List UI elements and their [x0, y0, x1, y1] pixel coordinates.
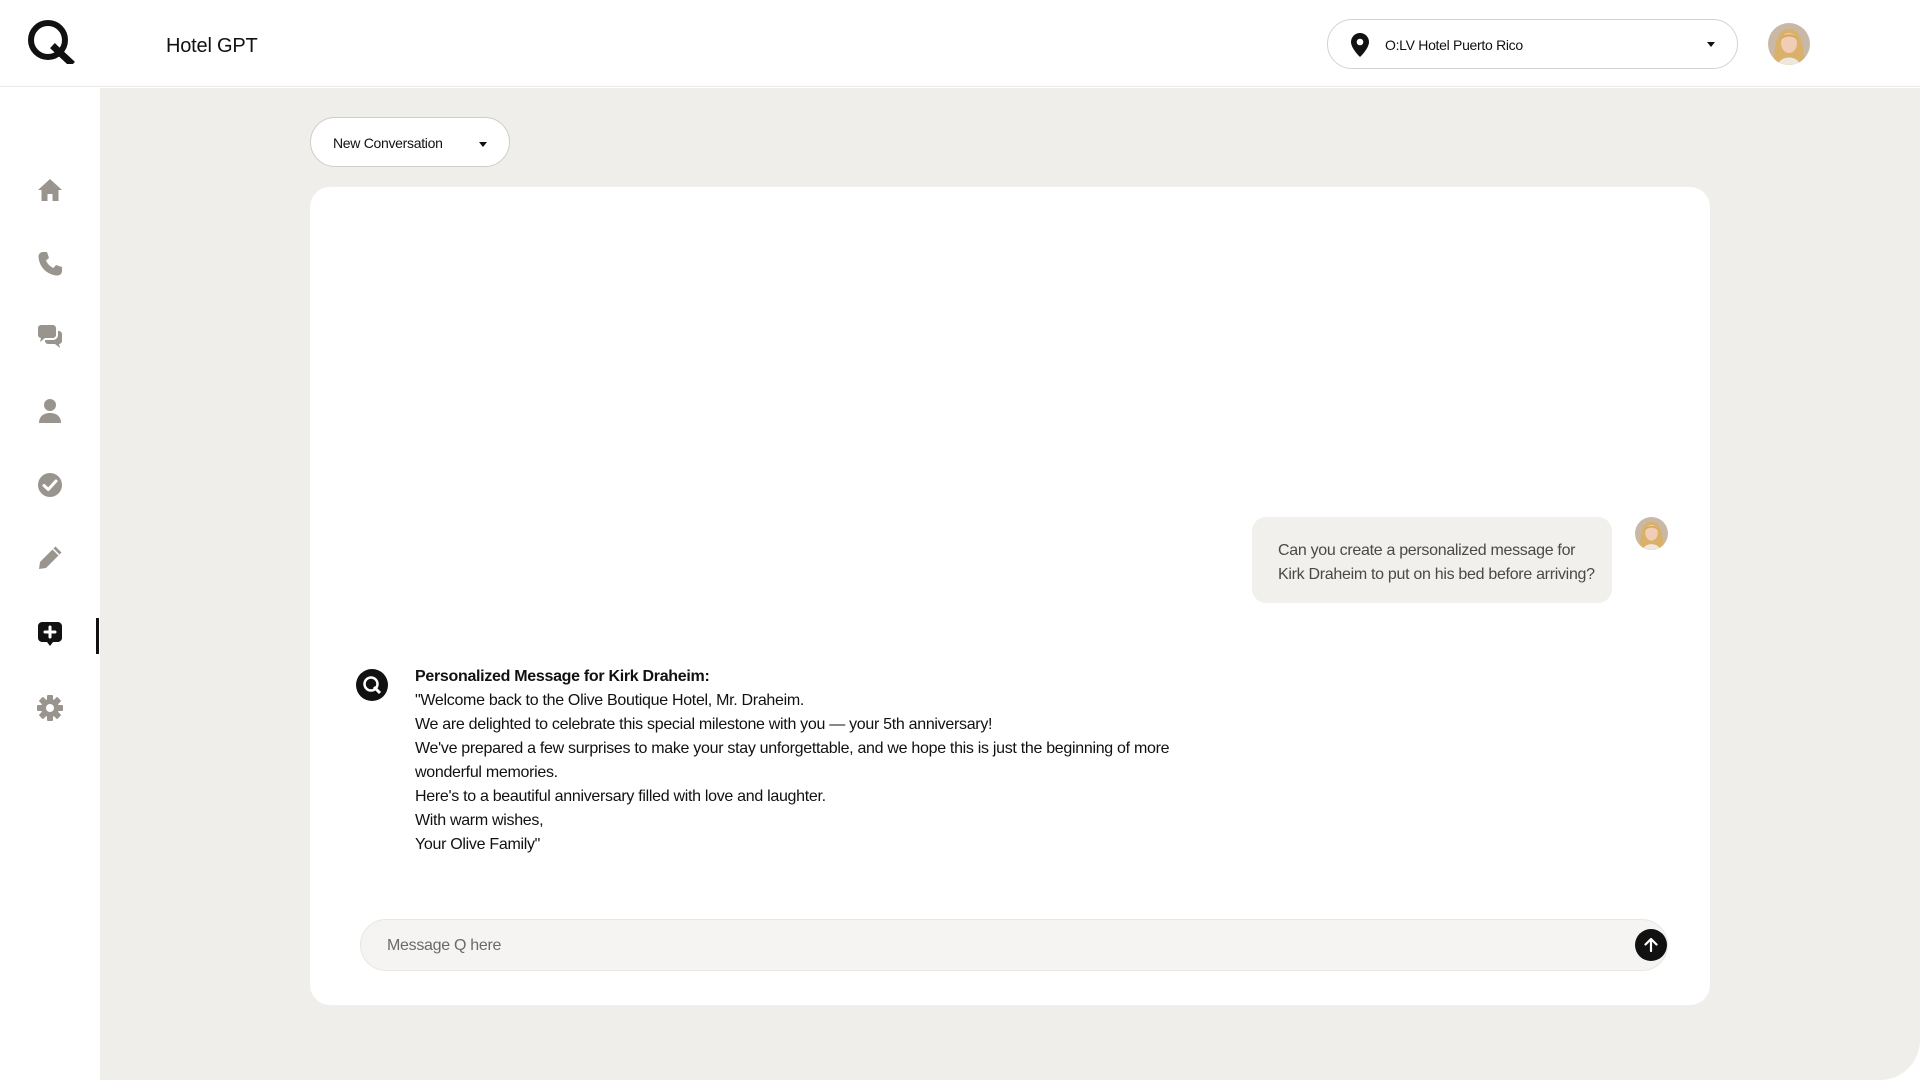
gear-icon: [36, 694, 64, 722]
app-title: Hotel GPT: [166, 35, 258, 57]
sidebar-item-messages[interactable]: [30, 317, 70, 357]
phone-icon: [36, 250, 64, 278]
send-button[interactable]: [1635, 929, 1667, 961]
chevron-down-icon: [1707, 42, 1715, 47]
hotel-selector-label: O:LV Hotel Puerto Rico: [1385, 37, 1523, 53]
conversation-selector[interactable]: [310, 117, 510, 167]
message-composer: [360, 919, 1668, 971]
bot-message-line: Here's to a beautiful anniversary filled with love and laughter.: [415, 788, 826, 805]
sidebar: [0, 88, 100, 1080]
map-pin-icon: [1351, 33, 1369, 57]
q-bot-icon: [356, 669, 388, 701]
sidebar-item-edit[interactable]: [30, 538, 70, 578]
person-icon: [36, 397, 64, 425]
chat-plus-icon: [36, 620, 64, 648]
sidebar-item-guests[interactable]: [30, 391, 70, 431]
bot-message-line: With warm wishes,: [415, 812, 544, 829]
chat-bubbles-icon: [36, 323, 64, 351]
chat-panel: [310, 187, 1710, 1005]
message-input[interactable]: [387, 934, 1587, 958]
chevron-down-icon: [479, 142, 487, 147]
sidebar-item-hotel-gpt[interactable]: [30, 614, 70, 654]
sidebar-item-calls[interactable]: [30, 244, 70, 284]
bot-message-line: Your Olive Family": [415, 836, 541, 853]
main-area: [100, 88, 1920, 1080]
bot-message-title: Personalized Message for Kirk Draheim:: [415, 668, 710, 685]
home-icon: [36, 176, 64, 204]
conversation-selector-label: New Conversation: [333, 135, 443, 151]
sidebar-item-tasks[interactable]: [30, 465, 70, 505]
top-header: [0, 0, 1920, 87]
check-circle-icon: [36, 471, 64, 499]
sidebar-item-home[interactable]: [30, 170, 70, 210]
sidebar-item-settings[interactable]: [30, 688, 70, 728]
user-message-avatar: [1635, 517, 1668, 550]
bot-message-line: "Welcome back to the Olive Boutique Hotel, Mr. Draheim.: [415, 692, 805, 709]
arrow-up-icon: [1642, 936, 1660, 954]
bot-message: [415, 665, 1215, 857]
active-indicator: [96, 618, 99, 654]
bot-message-line: We are delighted to celebrate this special milestone with you — your 5th anniversary!: [415, 716, 993, 733]
user-message: Can you create a personalized message for Kirk Draheim to put on his bed before arriving?: [1252, 517, 1612, 603]
bot-message-line: We've prepared a few surprises to make your stay unforgettable, and we hope this is just the beginning of more wonderful memories.: [415, 740, 1170, 781]
q-logo-icon[interactable]: [24, 18, 76, 64]
hotel-selector[interactable]: [1327, 19, 1738, 69]
avatar[interactable]: [1768, 23, 1810, 65]
pencil-icon: [36, 544, 64, 572]
